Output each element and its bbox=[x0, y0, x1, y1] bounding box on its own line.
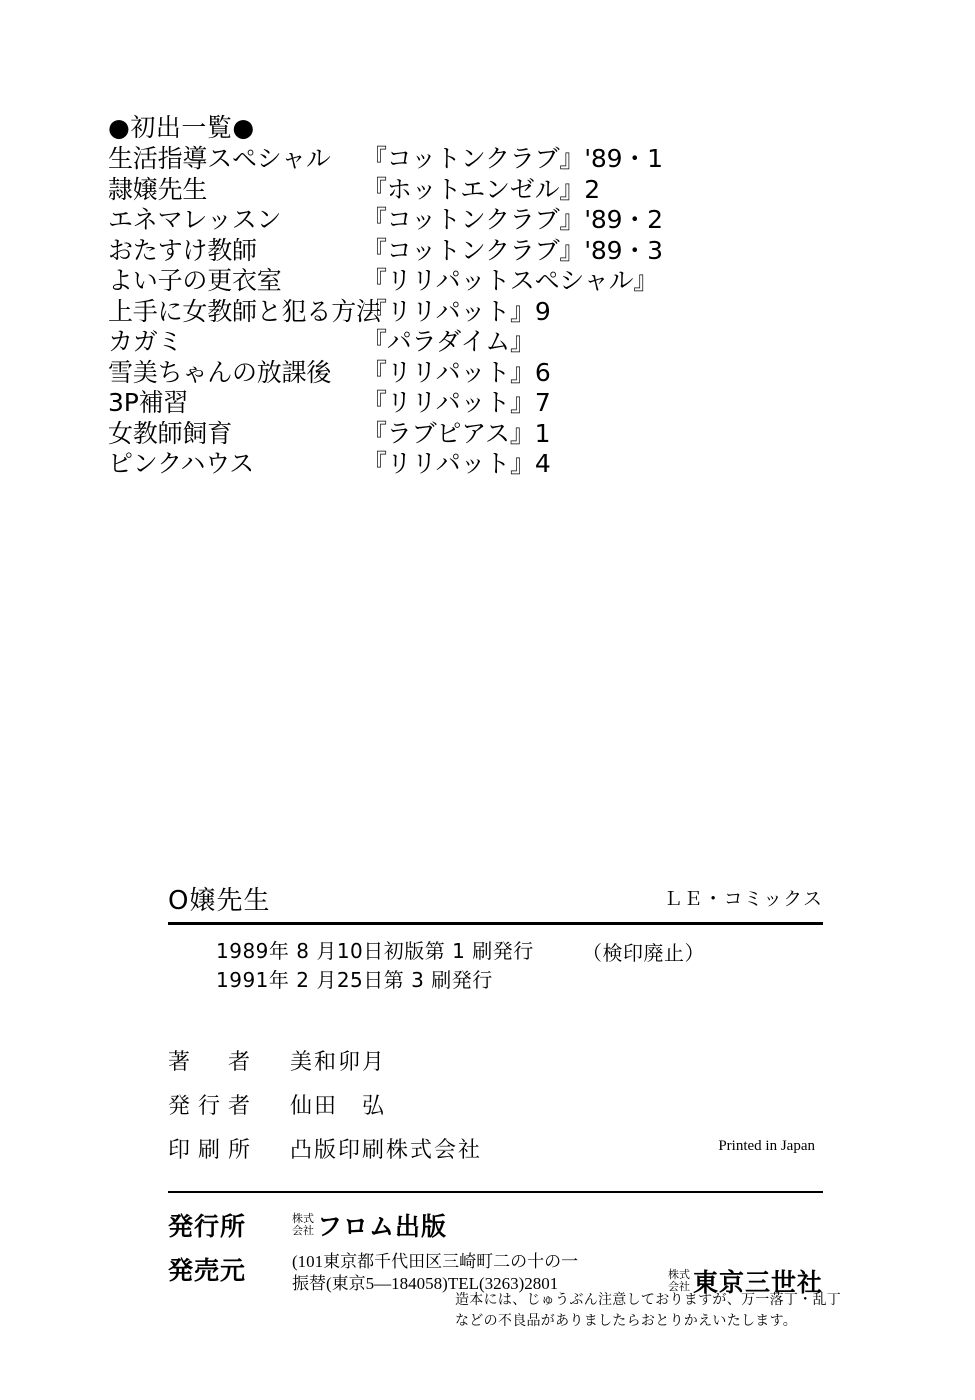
credit-title: 女教師飼育 bbox=[108, 418, 233, 448]
address-line-2: 振替(東京5—184058)TEL(3263)2801 bbox=[292, 1274, 559, 1293]
colophon-header bbox=[168, 880, 823, 922]
list-item bbox=[108, 175, 748, 206]
credit-source: 『コットンクラブ』'89・1 bbox=[362, 144, 663, 173]
credit-source: 『リリパット』9 bbox=[362, 296, 551, 326]
first-publication-heading: ●初出一覧● bbox=[108, 113, 255, 142]
credit-title: 隷嬢先生 bbox=[108, 174, 208, 204]
staff-value: 仙田 弘 bbox=[290, 1094, 387, 1119]
seller-label: 発売元 bbox=[168, 1256, 247, 1285]
seller-name-text: 東京三世社 bbox=[692, 1268, 823, 1297]
divider bbox=[168, 922, 823, 925]
defect-disclaimer bbox=[455, 1290, 841, 1332]
list-item bbox=[108, 144, 748, 175]
staff-label: 著 者 bbox=[168, 1050, 259, 1075]
list-item bbox=[108, 419, 748, 450]
list-item bbox=[108, 205, 748, 236]
disclaimer-line-1: 造本には、じゅうぶん注意しておりますが、万一落丁・乱丁 bbox=[455, 1292, 842, 1308]
imprint-label: ＬＥ・コミックス bbox=[663, 888, 823, 910]
credit-title: よい子の更衣室 bbox=[108, 266, 282, 295]
credit-title: おたすけ教師 bbox=[108, 235, 257, 265]
credit-source: 『リリパット』4 bbox=[362, 449, 551, 478]
list-item bbox=[108, 266, 748, 297]
disclaimer-line-2: などの不良品がありましたらおとりかえいたします。 bbox=[455, 1313, 798, 1329]
staff-row bbox=[168, 1089, 823, 1133]
list-item bbox=[108, 358, 748, 389]
divider bbox=[168, 1191, 823, 1193]
list-item bbox=[108, 297, 748, 328]
list-item bbox=[108, 388, 748, 419]
staff-label: 印刷所 bbox=[168, 1138, 259, 1163]
credit-source: 『リリパット』6 bbox=[362, 357, 551, 387]
list-item bbox=[108, 236, 748, 267]
credit-source: 『パラダイム』 bbox=[362, 327, 535, 356]
staff-value: 凸版印刷株式会社 bbox=[290, 1138, 483, 1163]
credit-title: ピンクハウス bbox=[108, 449, 255, 478]
credit-source: 『ラブピアス』1 bbox=[362, 418, 551, 448]
colophon bbox=[0, 880, 975, 1327]
credit-title: 生活指導スペシャル bbox=[108, 144, 331, 173]
page-title: O嬢先生 bbox=[168, 886, 271, 916]
credit-source: 『コットンクラブ』'89・3 bbox=[362, 235, 663, 265]
printing-history bbox=[168, 937, 823, 1011]
staff-row bbox=[168, 1045, 823, 1089]
corporate-prefix bbox=[292, 1213, 314, 1237]
credit-source: 『リリパットスペシャル』 bbox=[362, 266, 659, 295]
staff-label: 発行者 bbox=[168, 1094, 259, 1119]
corporate-prefix-line1: 株式 bbox=[667, 1268, 690, 1281]
credit-title: 上手に女教師と犯る方法 bbox=[108, 296, 381, 326]
corporate-prefix-line2: 会社 bbox=[292, 1224, 314, 1237]
staff-credits bbox=[168, 1045, 823, 1181]
printing-line: 1991年 2 月25日第 3 刷発行 bbox=[216, 968, 493, 992]
first-publication-list bbox=[108, 112, 748, 480]
corporate-prefix-line1: 株式 bbox=[292, 1212, 314, 1225]
credit-title: カガミ bbox=[108, 327, 183, 356]
credit-title: エネマレッスン bbox=[108, 205, 282, 234]
staff-value: 美和卯月 bbox=[290, 1050, 387, 1075]
credit-source: 『コットンクラブ』'89・2 bbox=[362, 205, 663, 234]
credit-title: 雪美ちゃんの放課後 bbox=[108, 357, 332, 387]
publisher-label: 発行所 bbox=[168, 1212, 247, 1241]
address-line-1: (101東京都千代田区三崎町二の十の一 bbox=[292, 1252, 579, 1271]
publisher-name: フロム出版 bbox=[317, 1212, 448, 1241]
list-item bbox=[108, 327, 748, 358]
printing-line: 1989年 8 月10日初版第 1 刷発行 bbox=[216, 939, 534, 963]
corporate-prefix-line2: 会社 bbox=[667, 1280, 690, 1293]
credit-source: 『ホットエンゼル』2 bbox=[362, 174, 600, 204]
publisher-row bbox=[168, 1207, 823, 1243]
seal-abolished-note: （検印廃止） bbox=[582, 941, 705, 965]
printed-in-japan-note: Printed in Japan bbox=[718, 1138, 815, 1154]
list-item bbox=[108, 449, 748, 480]
credit-title: 3P補習 bbox=[108, 388, 189, 417]
credit-source: 『リリパット』7 bbox=[362, 388, 551, 417]
